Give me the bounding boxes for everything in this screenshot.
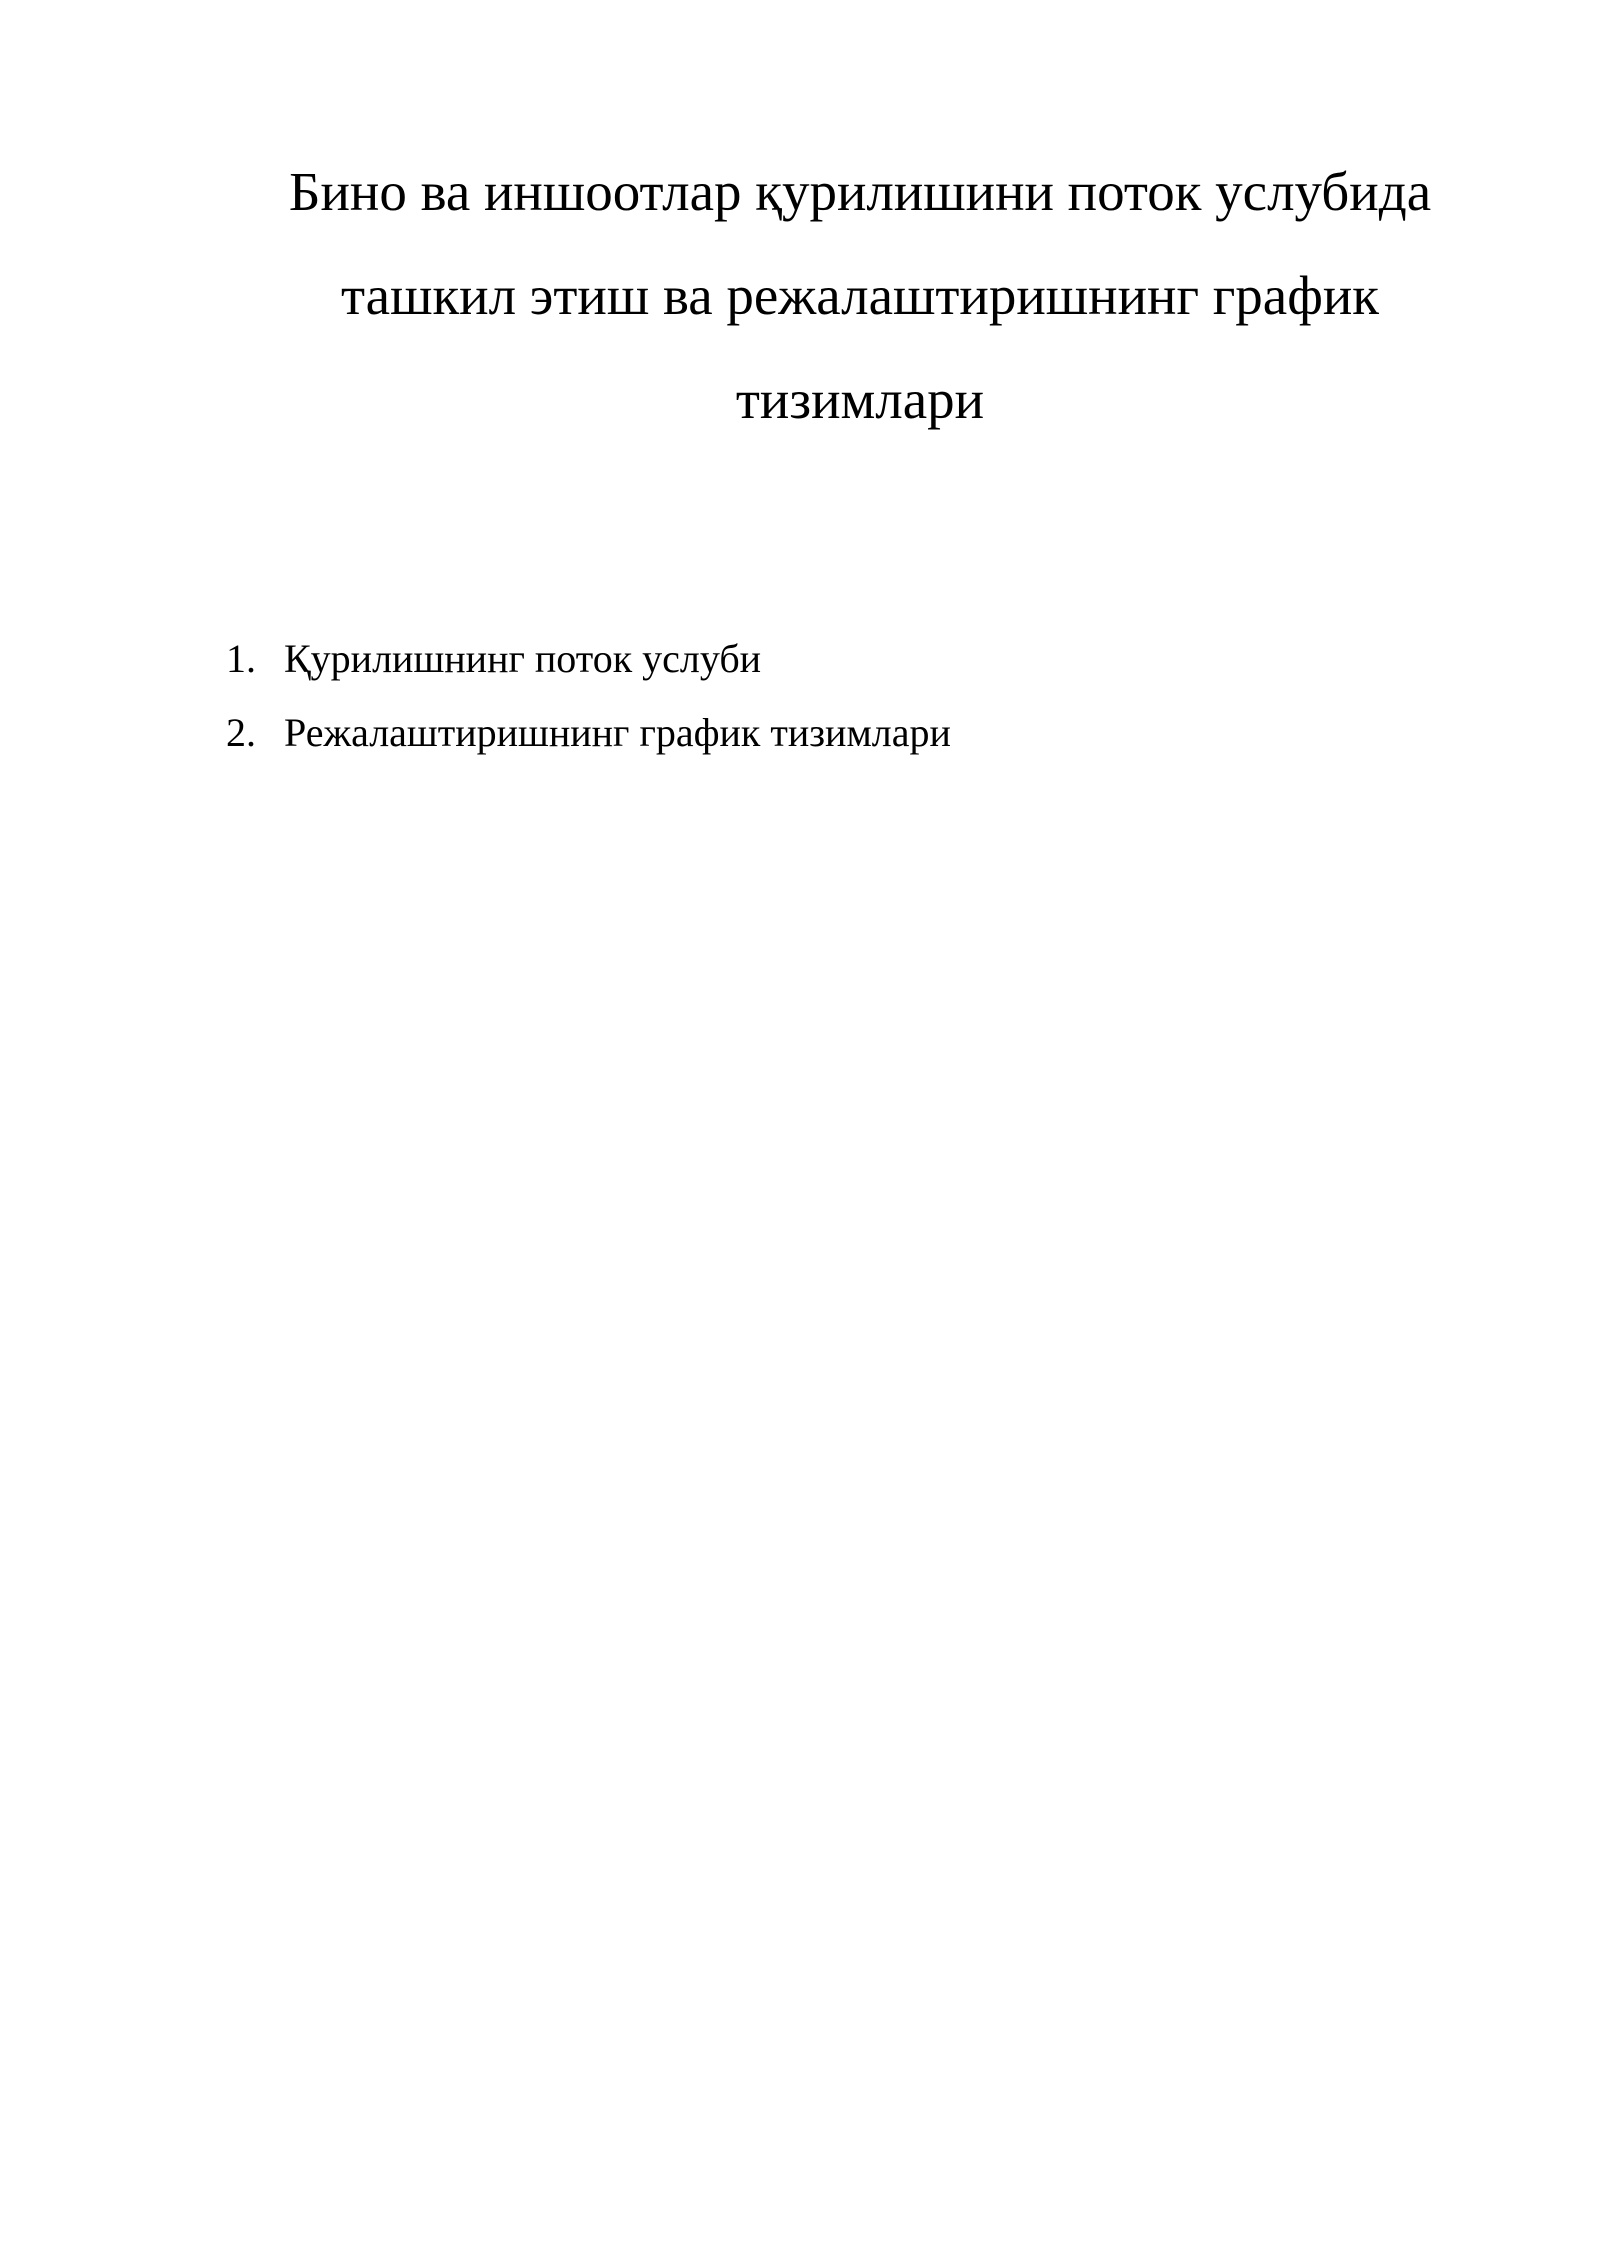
list-item-number: 2. bbox=[226, 710, 256, 755]
list-item-text: Режалаштиришнинг график тизимлари bbox=[284, 710, 951, 755]
title-line-1: Бино ва иншоотлар қурилишини поток услубида bbox=[288, 161, 1432, 222]
list-item bbox=[226, 696, 951, 770]
title-line-2: ташкил этиш ва режалаштиришнинг график bbox=[340, 265, 1380, 326]
list-item bbox=[226, 622, 951, 696]
list-item-number: 1. bbox=[226, 636, 256, 681]
title-line-3: тизимлари bbox=[735, 369, 985, 430]
document-title bbox=[228, 140, 1492, 452]
list-item-text: Қурилишнинг поток услуби bbox=[284, 636, 762, 681]
outline-list bbox=[226, 622, 951, 770]
